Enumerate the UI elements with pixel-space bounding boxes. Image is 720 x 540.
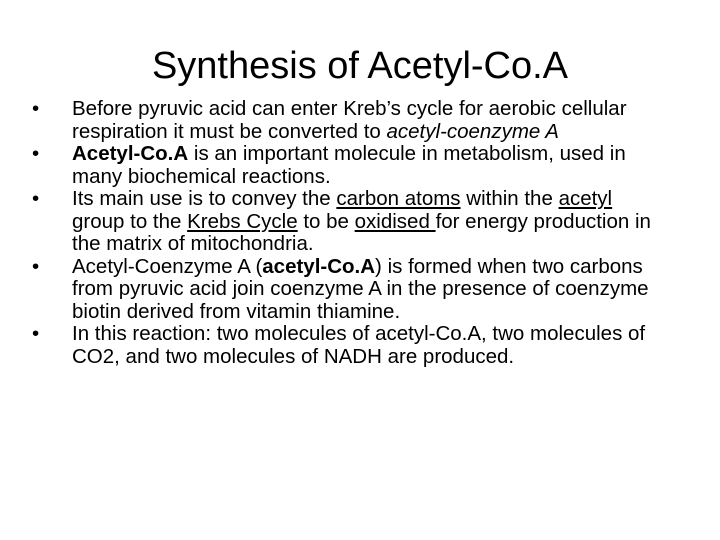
bullet-text: Acetyl-Coenzyme A ( [72,254,263,278]
bullet-item-2 [32,143,662,188]
bullet-text: Its main use is to convey the [72,187,337,210]
bullet-dot: • [32,97,40,120]
italic-term-acetyl-coenzyme-a: acetyl-coenzyme A [386,119,559,143]
bullet-text: is an important molecule in metabolism, used in many biochemical reactions. [72,142,626,188]
bullet-text: within the [460,187,559,210]
bold-term-acetyl-coa: acetyl-Co.A [262,254,376,278]
bullet-text: for energy production in the matrix of mitochondria. [72,209,651,255]
bullet-dot: • [32,142,40,165]
bullet-text: Before pyruvic acid can enter Kreb’s cycle for aerobic cellular respiration it must be converted to [72,97,627,143]
bullet-item-4 [32,256,662,324]
slide-title: Synthesis of Acetyl-Co.A [151,45,569,87]
bullet-dot: • [32,254,40,278]
underlined-term-krebs-cycle: Krebs Cycle [187,209,298,233]
bullet-item-3 [32,188,662,256]
bullet-dot: • [32,322,40,345]
bullet-text: ) is formed when two carbons from pyruvic acid join coenzyme A in the presence of coenzyme biotin derived from vitamin thiamine. [72,254,649,323]
bullet-text: In this reaction: two molecules of acetyl-Co.A, two molecules of CO2, and two molecules of NADH are produced. [72,322,646,368]
underlined-term-oxidised: oxidised [354,209,436,233]
bullet-text: to be [297,209,355,233]
bullet-item-5 [32,323,662,368]
bold-term-acetyl-coa: Acetyl-Co.A [72,142,189,165]
bullet-list [32,98,662,368]
bullet-dot: • [32,187,40,210]
bullet-item-1 [32,98,662,143]
bullet-text: group to the [72,209,188,233]
underlined-term-acetyl: acetyl [558,187,613,210]
underlined-term-carbon-atoms: carbon atoms [336,187,461,210]
